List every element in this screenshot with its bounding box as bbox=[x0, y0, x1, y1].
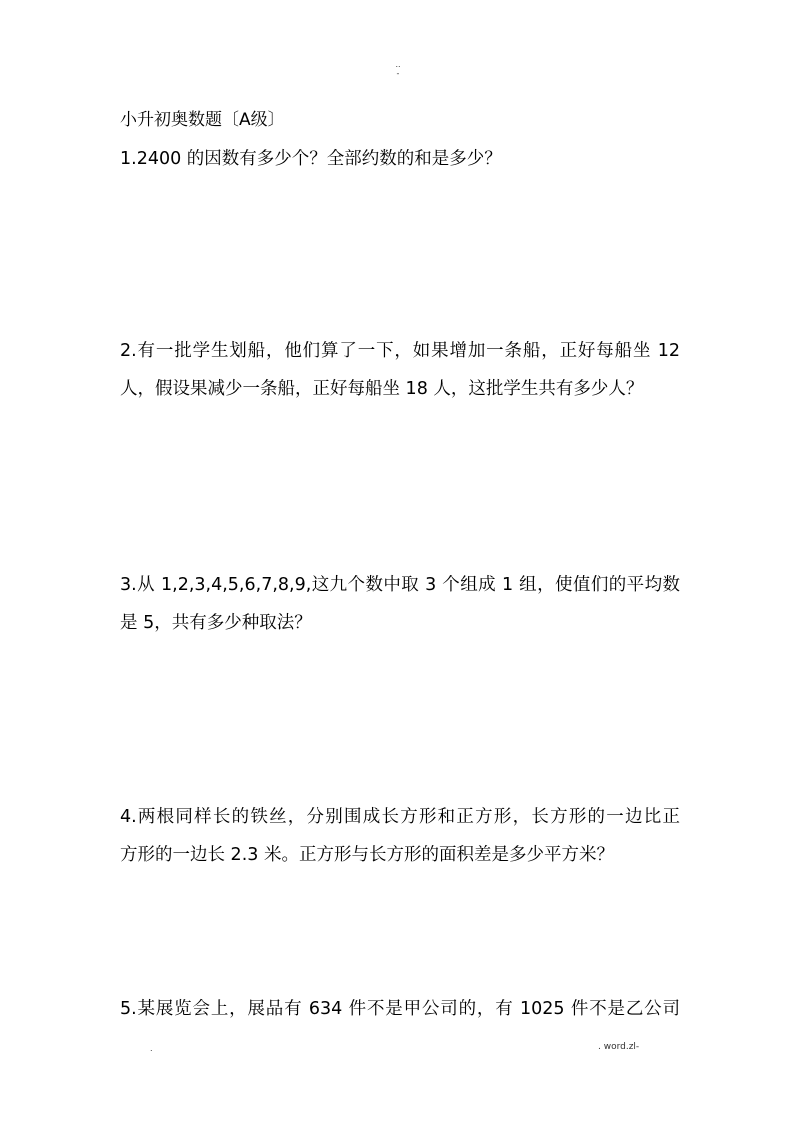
footer-left-mark: . bbox=[150, 1044, 153, 1053]
question-2-line-2: 人，假设果减少一条船，正好每船坐 18 人，这批学生共有多少人？ bbox=[120, 379, 644, 399]
question-4-line-1: 4.两根同样长的铁丝，分别围成长方形和正方形，长方形的一边比正 bbox=[120, 807, 680, 827]
question-5-line-1: 5.某展览会上，展品有 634 件不是甲公司的，有 1025 件不是乙公司 bbox=[120, 999, 680, 1019]
header-mark bbox=[388, 60, 408, 78]
question-3-line-1: 3.从 1,2,3,4,5,6,7,8,9,这九个数中取 3 个组成 1 组，使值们的平均数 bbox=[120, 575, 680, 595]
question-2-line-1: 2.有一批学生划船，他们算了一下，如果增加一条船，正好每船坐 12 bbox=[120, 341, 680, 361]
header-mark-bottom: - bbox=[396, 69, 400, 78]
question-2 bbox=[120, 332, 680, 408]
footer-watermark: . word.zl- bbox=[598, 1042, 640, 1052]
question-1 bbox=[120, 140, 680, 178]
question-4 bbox=[120, 798, 680, 874]
question-1-line-1: 1.2400 的因数有多少个？全部约数的和是多少？ bbox=[120, 149, 502, 169]
question-3 bbox=[120, 566, 680, 642]
question-4-line-2: 方形的一边长 2.3 米。正方形与长方形的面积差是多少平方米？ bbox=[120, 845, 614, 865]
document-title: 小升初奥数题〔A级〕 bbox=[120, 110, 285, 130]
header-mark-top: .. bbox=[395, 60, 401, 69]
question-5 bbox=[120, 990, 680, 1028]
question-3-line-2: 是 5，共有多少种取法？ bbox=[120, 613, 312, 633]
